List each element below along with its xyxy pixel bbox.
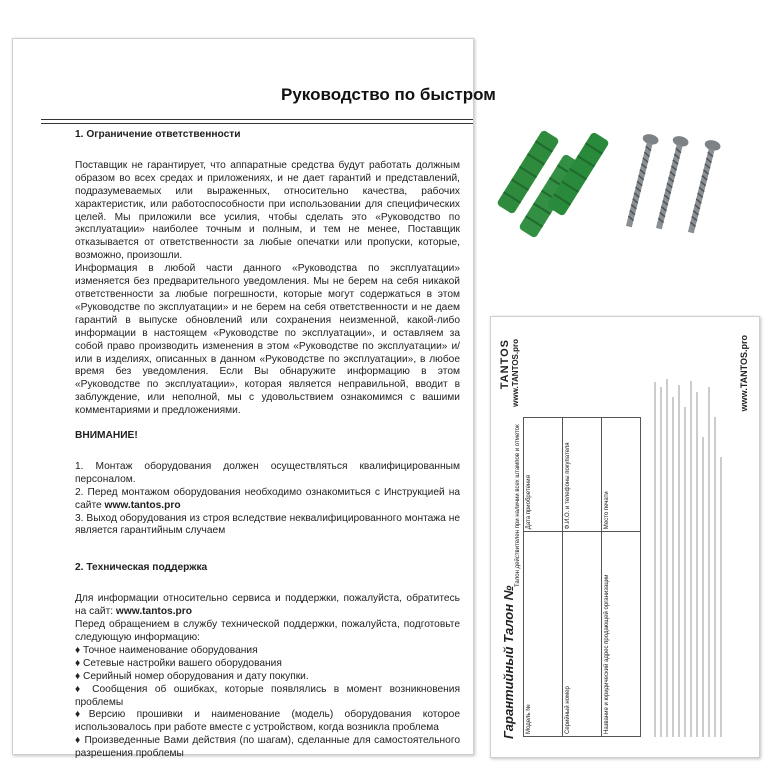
warning-heading: ВНИМАНИЕ! bbox=[75, 430, 138, 442]
mounting-hardware bbox=[480, 110, 740, 260]
support-site-link: www.tantos.pro bbox=[115, 606, 192, 618]
warning-item-1: 1. Монтаж оборудования должен осуществляться квалифицированным персоналом. bbox=[75, 460, 460, 485]
title-rule bbox=[41, 119, 473, 124]
table-cell: Название и юридический адрес продающей организации bbox=[602, 532, 641, 737]
screw-icon bbox=[651, 135, 690, 231]
bullet-item: ♦ Серийный номер оборудования и дату покупки. bbox=[75, 670, 309, 682]
warning-item-3: 3. Выход оборудования из строя вследствие неквалифицированного монтажа не является гарантийным случаем bbox=[75, 512, 460, 537]
section1-heading: 1. Ограничение ответственности bbox=[75, 129, 241, 140]
warranty-card bbox=[490, 316, 760, 758]
section2-heading: 2. Техническая поддержка bbox=[75, 562, 208, 574]
screw-icon bbox=[621, 133, 660, 229]
manual-title: Руководство по быстром bbox=[281, 85, 496, 104]
section1-paragraph1: Поставщик не гарантирует, что аппаратные средства будут работать должным образом во всех средах и приложениях, и не дает гарантий и представлений, подразумеваемых или выраженных, относительно качества, рабочих характеристик, или работоспособности при использовании для специфических целей. Мы приложили все усилия, чтобы сделать это «Руководство по эксплуатации» наиболее точным и полным, и тем не менее, Поставщик отказывается от ответственности за любые опечатки или пропуски, которые, возможно, произошли. bbox=[75, 159, 460, 262]
warning-item-2: 2. Перед монтажом оборудования необходимо ознакомиться с Инструкцией на сайте www.tantos.pro bbox=[75, 486, 460, 511]
bullet-item: ♦ Сетевые настройки вашего оборудования bbox=[75, 657, 282, 669]
card-footer-url: www.TANTOS.pro bbox=[739, 335, 749, 412]
bullet-item: ♦ Сообщения об ошибках, которые появлялись в момент возникновения проблемы bbox=[75, 683, 460, 708]
manual-sheet bbox=[12, 38, 496, 760]
bullet-item: ♦Версию прошивки и наименование (модель) оборудования которое использовалось при работе вместе с устройством, когда возникла проблема bbox=[75, 709, 460, 734]
bullet-item: ♦ Точное наименование оборудования bbox=[75, 644, 258, 656]
manual-body bbox=[75, 129, 460, 761]
warranty-card-title: Гарантийный Талон № bbox=[501, 585, 516, 739]
brand-logo: TANTOS www.TANTOS.pro bbox=[499, 339, 520, 407]
bullet-item: ♦ Произведенные Вами действия (по шагам), сделанные для самостоятельного разрешения проблемы bbox=[75, 735, 460, 760]
fine-print-lines bbox=[651, 377, 731, 737]
table-cell: Дата приобретения bbox=[524, 418, 563, 532]
table-cell: Место печати bbox=[602, 418, 641, 532]
card-note: Талон действителен при наличии всех штампов и отметок bbox=[515, 424, 521, 587]
table-cell: Модель № bbox=[524, 532, 563, 737]
section2-paragraph2: Перед обращением в службу технической поддержки, пожалуйста, подготовьте следующую информацию: bbox=[75, 619, 460, 643]
section2-paragraph1: Для информации относительно сервиса и поддержки, пожалуйста, обратитесь на сайт: www.tantos.pro bbox=[75, 593, 460, 618]
table-cell: Ф.И.О. и телефоны покупателя bbox=[563, 418, 602, 532]
fine-print bbox=[651, 377, 731, 737]
screw-icon bbox=[683, 139, 722, 235]
section1-paragraph2: Информация в любой части данного «Руководства по эксплуатации» изменяется без предварительного уведомления. Мы не берем на себя никакой ответственности за любые погрешности, которые могут содержаться в этом «Руководстве по эксплуатации» и не берем на себя ответственности и не даем гарантий в выпуске обновлений или сохранения неизменной, какой-либо информации в настоящем «Руководстве по эксплуатации», и оставляем за собой право производить изменения в этом «Руководстве по эксплуатации» и/или в изделиях, описанных в данном «Руководстве по эксплуатации», в любое время без уведомления. Если Вы обнаружите информацию в этом «Руководстве по эксплуатации», которая является неправильной, вводит в заблуждение, или неполной, мы с удовольствием ознакомимся с вашими комментариями и предложениями. bbox=[75, 263, 460, 417]
warning-site-link: www.tantos.pro bbox=[104, 499, 181, 511]
table-cell: Серийный номер bbox=[563, 532, 602, 737]
warranty-table bbox=[523, 417, 641, 737]
